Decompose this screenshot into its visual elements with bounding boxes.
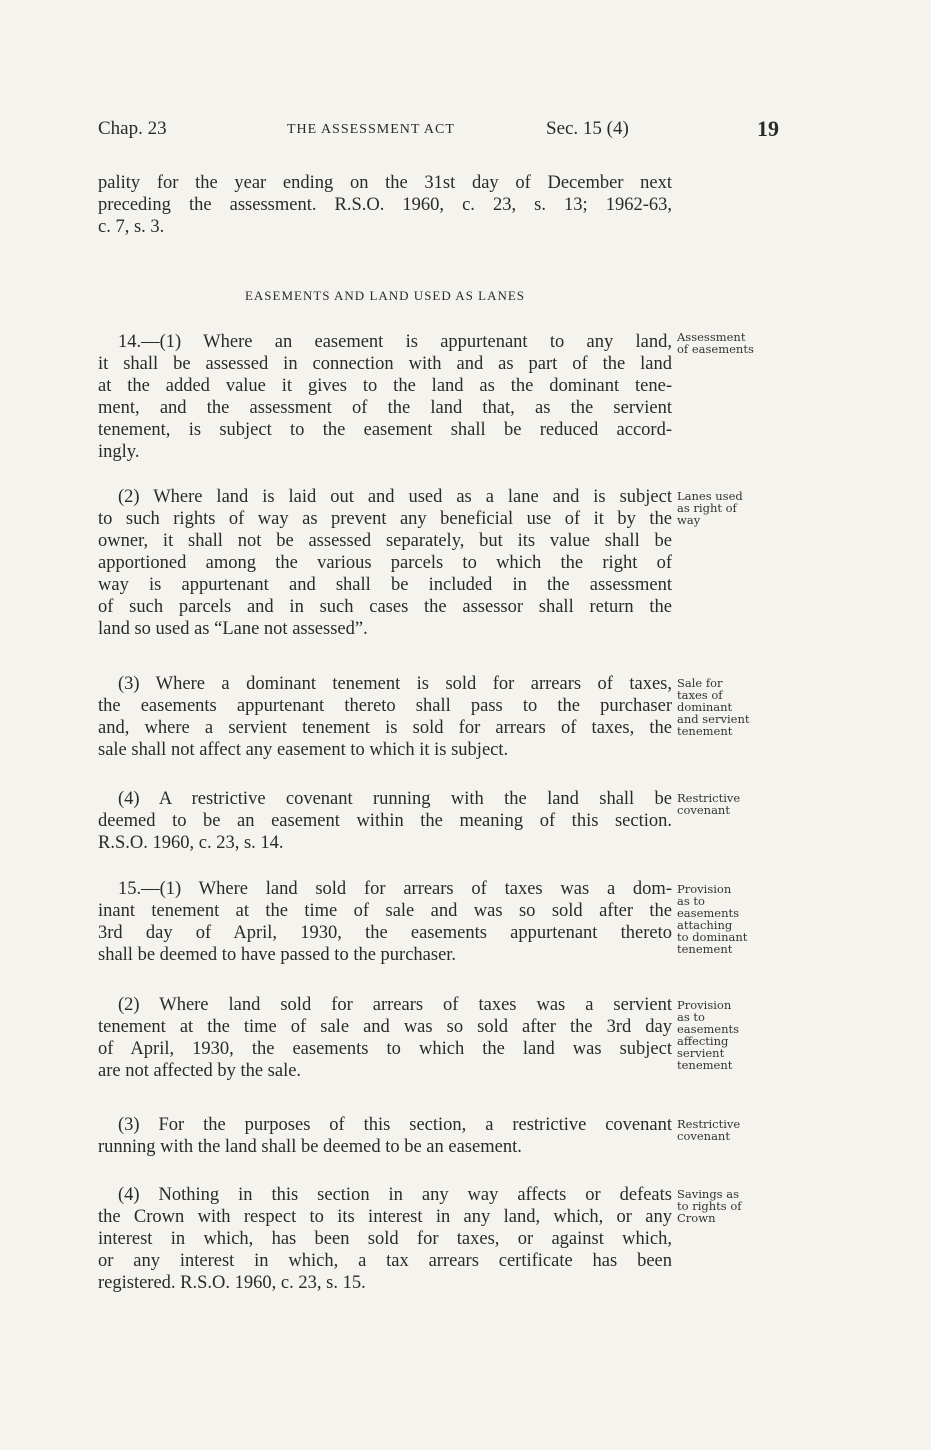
text-line: (2) Where land sold for arrears of taxes was a servient: [118, 995, 672, 1015]
text-line: registered. R.S.O. 1960, c. 23, s. 15.: [98, 1273, 366, 1293]
margin-note: Assessment of easements: [677, 330, 754, 356]
text-line: deemed to be an easement within the meaning of this section.: [98, 811, 672, 831]
margin-note: Provision as to easements attaching to dominant tenement: [677, 882, 748, 956]
text-line: running with the land shall be deemed to be an easement.: [98, 1137, 522, 1157]
text-line: to such rights of way as prevent any beneficial use of it by the: [98, 509, 672, 529]
text-line: land so used as “Lane not assessed”.: [98, 619, 368, 639]
paragraph: [98, 673, 672, 761]
text-line: the Crown with respect to its interest in any land, which, or any: [98, 1207, 672, 1227]
text-line: ment, and the assessment of the land that, as the servient: [98, 398, 672, 418]
page-number: 19: [757, 116, 779, 141]
paragraph: [98, 788, 672, 854]
margin-note: Restrictive covenant: [677, 1117, 741, 1143]
text-line: and, where a servient tenement is sold for arrears of taxes, the: [98, 718, 672, 738]
text-line: it shall be assessed in connection with and as part of the land: [98, 354, 672, 374]
text-line: of such parcels and in such cases the assessor shall return the: [98, 597, 672, 617]
text-line: (3) Where a dominant tenement is sold for arrears of taxes,: [118, 674, 672, 694]
text-line: pality for the year ending on the 31st day of December next: [98, 173, 672, 193]
text-line: (3) For the purposes of this section, a restrictive covenant: [118, 1115, 672, 1135]
text-line: 15.—(1) Where land sold for arrears of taxes was a dom-: [118, 879, 672, 899]
text-line: 14.—(1) Where an easement is appurtenant to any land,: [118, 332, 672, 352]
text-line: (2) Where land is laid out and used as a lane and is subject: [118, 487, 672, 507]
paragraph: [98, 172, 672, 238]
text-line: ingly.: [98, 442, 140, 462]
text-line: at the added value it gives to the land as the dominant tene-: [98, 376, 672, 396]
paragraph: [98, 1184, 672, 1294]
paragraph: [98, 878, 672, 966]
text-line: tenement at the time of sale and was so sold after the 3rd day: [98, 1017, 672, 1037]
text-line: shall be deemed to have passed to the purchaser.: [98, 945, 457, 965]
text-line: (4) Nothing in this section in any way affects or defeats: [118, 1185, 672, 1205]
chapter-label: Chap. 23: [98, 118, 167, 139]
margin-note: Restrictive covenant: [677, 791, 741, 817]
margin-note: Sale for taxes of dominant and servient tenement: [677, 676, 750, 738]
text-line: way is appurtenant and shall be included in the assessment: [98, 575, 672, 595]
section-heading: EASEMENTS AND LAND USED AS LANES: [244, 288, 526, 303]
paragraph: [98, 486, 672, 640]
margin-note: Savings as to rights of Crown: [677, 1187, 742, 1225]
running-title: THE ASSESSMENT ACT: [287, 122, 455, 137]
text-line: (4) A restrictive covenant running with the land shall be: [118, 789, 672, 809]
paragraph: [98, 331, 672, 463]
text-line: interest in which, has been sold for taxes, or against which,: [98, 1229, 672, 1249]
paragraph: [98, 1114, 672, 1158]
text-line: of April, 1930, the easements to which the land was subject: [98, 1039, 672, 1059]
section-label: Sec. 15 (4): [546, 118, 629, 139]
text-line: owner, it shall not be assessed separately, but its value shall be: [98, 531, 672, 551]
text-line: 3rd day of April, 1930, the easements appurtenant thereto: [98, 923, 672, 943]
text-line: inant tenement at the time of sale and was so sold after the: [98, 901, 672, 921]
text-line: preceding the assessment. R.S.O. 1960, c. 23, s. 13; 1962-63,: [98, 195, 672, 215]
text-line: c. 7, s. 3.: [98, 217, 165, 237]
text-line: R.S.O. 1960, c. 23, s. 14.: [98, 833, 284, 853]
text-line: the easements appurtenant thereto shall pass to the purchaser: [98, 696, 672, 716]
text-line: tenement, is subject to the easement shall be reduced accord-: [98, 420, 672, 440]
margin-note: Lanes used as right of way: [677, 489, 743, 527]
margin-note: Provision as to easements affecting servient tenement: [677, 998, 740, 1072]
text-line: sale shall not affect any easement to which it is subject.: [98, 740, 509, 760]
paragraph: [98, 994, 672, 1082]
text-line: or any interest in which, a tax arrears certificate has been: [98, 1251, 672, 1271]
text-line: apportioned among the various parcels to which the right of: [98, 553, 672, 573]
text-line: are not affected by the sale.: [98, 1061, 302, 1081]
